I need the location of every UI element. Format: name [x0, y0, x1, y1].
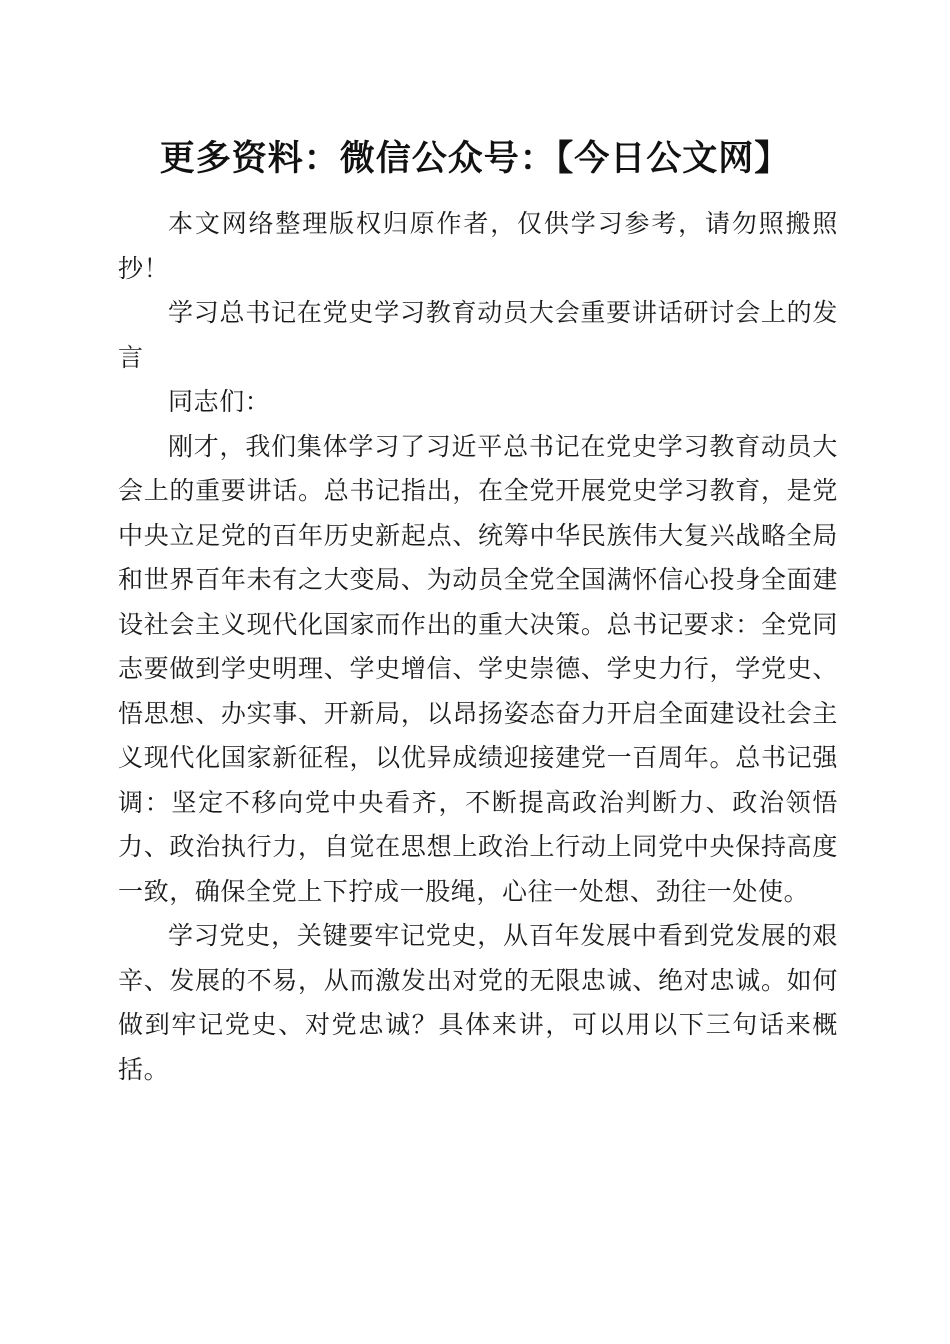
paragraph-1: 刚才，我们集体学习了习近平总书记在党史学习教育动员大会上的重要讲话。总书记指出，在全党开展党史学习教育，是党中央立足党的百年历史新起点、统筹中华民族伟大复兴战略全局和世界百年未有之大变局、为动员全党全国满怀信心投身全面建设社会主义现代化国家而作出的重大决策。总书记要求：全党同志要做到学史明理、学史增信、学史崇德、学史力行，学党史、悟思想、办实事、开新局，以昂扬姿态奋力开启全面建设社会主义现代化国家新征程，以优异成绩迎接建党一百周年。总书记强调：坚定不移向党中央看齐，不断提高政治判断力、政治领悟力、政治执行力，自觉在思想上政治上行动上同党中央保持高度一致，确保全党上下拧成一股绳，心往一处想、劲往一处使。: [118, 431, 838, 906]
salutation: 同志们：: [168, 387, 271, 416]
document-body: [118, 202, 838, 1092]
paragraph-2: 学习党史，关键要牢记党史，从百年发展中看到党发展的艰辛、发展的不易，从而激发出对党的无限忠诚、绝对忠诚。如何做到牢记党史、对党忠诚？具体来讲，可以用以下三句话来概括。: [118, 921, 838, 1084]
header-title: 更多资料：微信公众号：【今日公文网】: [159, 138, 791, 179]
copyright-notice: 本文网络整理版权归原作者，仅供学习参考，请勿照搬照抄！: [118, 209, 838, 283]
speech-title: 学习总书记在党史学习教育动员大会重要讲话研讨会上的发言: [118, 298, 838, 372]
